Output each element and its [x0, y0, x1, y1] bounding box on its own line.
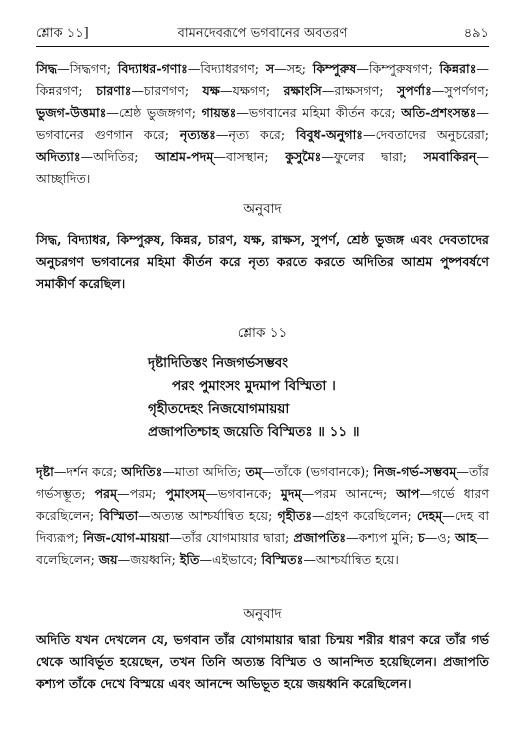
gloss-term: নৃত্যন্তঃ — [179, 127, 216, 142]
gloss-meaning: —রাক্ষসগণ; — [321, 83, 397, 98]
gloss-meaning: —আশ্চর্যান্বিত হয়ে। — [303, 552, 399, 567]
gloss-term: গৃহীতঃ — [277, 508, 313, 523]
gloss-term: বিস্মিতঃ — [261, 552, 304, 567]
gloss-term: স — [265, 61, 275, 76]
gloss-meaning: —ফুলের দ্বারা; — [321, 149, 424, 164]
gloss-term: মুদম্ — [280, 486, 302, 501]
gloss-meaning: —ও; — [424, 530, 456, 545]
running-header — [36, 24, 489, 47]
gloss-meaning: —তাঁর যোগমায়ার দ্বারা; — [169, 530, 294, 545]
gloss-term: ইতি — [179, 552, 200, 567]
gloss-term: চ — [417, 530, 425, 545]
gloss-meaning: —নৃত্য করে; — [215, 127, 297, 142]
gloss-term: অতি-প্রশংসন্তঃ — [401, 105, 477, 120]
gloss-term: নিজ-গর্ভ-সম্ভবম্ — [373, 464, 457, 479]
gloss-meaning: —দেবতাদের অনুচরেরা; — [362, 127, 489, 142]
gloss-term: দৃষ্টা — [36, 464, 54, 479]
gloss-term: বিদ্যাধর-গণাঃ — [117, 61, 188, 76]
header-chapter-title: বামনদেবরূপে ভগবানের অবতরণ — [177, 26, 348, 41]
gloss-term: পরম্ — [94, 486, 118, 501]
gloss-term: বিবুধ-অনুগাঃ — [296, 127, 363, 142]
gloss-meaning: —দেহ বা দিব্যরূপ; — [36, 508, 489, 545]
gloss-term: প্রজাপতিঃ — [293, 530, 347, 545]
gloss-meaning: —তাঁকে (ভগবানকে); — [261, 464, 374, 479]
verse-line-4: প্রজাপতিশ্চাহ জয়েতি বিস্মিতঃ ॥ ১১ ॥ — [148, 424, 360, 440]
gloss-meaning: —বলেছিলেন; — [36, 530, 489, 567]
gloss-meaning: —দর্শন করে; — [53, 464, 122, 479]
gloss-meaning: —এইভাবে; — [199, 552, 262, 567]
gloss-meaning: —চারণগণ; — [131, 83, 203, 98]
gloss-term: আপ — [396, 486, 420, 501]
gloss-meaning: —যক্ষগণ; — [220, 83, 284, 98]
gloss-term: সমবাকিরন্ — [423, 149, 477, 164]
translation-1: সিদ্ধ, বিদ্যাধর, কিম্পুরুষ, কিন্নর, চারণ, যক্ষ, রাক্ষস, সুপর্ণ, শ্রেষ্ঠ ভুজঙ্গ এবং দেবতাদের অনুচরগণ ভগবানের মহিমা কীর্তন করে নৃত্য করতে করতে অদিতির আশ্রম পুষ্পবর্ষণে সমাকীর্ণ করেছিল। — [36, 232, 489, 291]
gloss-meaning: —পরম আনন্দে; — [301, 486, 397, 501]
gloss-term: জয় — [98, 552, 118, 567]
gloss-term: দেহম্ — [416, 508, 443, 523]
verse-line-2: পরং পুমাংসং মুদমাপ বিস্মিতা । — [172, 378, 336, 394]
gloss-term: পুমাংসম্ — [165, 486, 206, 501]
gloss-meaning: —বিদ্যাধরগণ; — [187, 61, 266, 76]
gloss-term: কিম্পুরুষ — [312, 61, 357, 76]
gloss-term: গায়ন্তঃ — [201, 105, 237, 120]
gloss-term: কুসুমৈঃ — [285, 149, 322, 164]
gloss-meaning: —গ্রহণ করেছিলেন; — [312, 508, 417, 523]
gloss-meaning: —তাঁর গর্ভসম্ভূত; — [36, 464, 489, 501]
gloss-meaning: —গর্ভে ধারণ করেছিলেন; — [36, 486, 489, 523]
gloss-meaning: —কশ্যপ মুনি; — [346, 530, 418, 545]
gloss-term: বিস্মিতা — [99, 508, 139, 523]
gloss-meaning: —সুপর্ণগণ; — [431, 83, 489, 98]
translation-heading-2: অনুবাদ — [243, 606, 282, 622]
gloss-meaning: —শ্রেষ্ঠ ভুজঙ্গগণ; — [106, 105, 202, 120]
translation-2: অদিতি যখন দেখলেন যে, ভগবান তাঁর যোগমায়ার দ্বারা চিন্ময় শরীর ধারণ করে তাঁর গর্ভ থেকে আবির্ভূত হয়েছেন, তখন তিনি অত্যন্ত বিস্মিত ও আনন্দিত হয়েছিলেন। প্রজাপতি কশ্যপ তাঁকে দেখে বিস্ময়ে এবং আনন্দে অভিভূত হয়ে জয়ধ্বনি করেছিলেন। — [36, 632, 489, 691]
word-for-word-gloss-1 — [36, 58, 489, 190]
gloss-meaning: —ভগবানের গুণগান করে; — [36, 105, 489, 142]
gloss-meaning: —কিম্পুরুষগণ; — [356, 61, 440, 76]
word-for-word-gloss-2 — [36, 461, 489, 571]
header-verse-ref: শ্লোক ১১] — [36, 26, 89, 41]
gloss-meaning: —মাতা অদিতি; — [162, 464, 246, 479]
page-number: ৪৯১ — [463, 26, 489, 41]
gloss-meaning: —বাসস্থান; — [213, 149, 286, 164]
gloss-term: সুপর্ণাঃ — [396, 83, 432, 98]
translation-heading-1: অনুবাদ — [243, 201, 282, 217]
gloss-meaning: —অত্যন্ত আশ্চর্যান্বিত হয়ে; — [138, 508, 278, 523]
gloss-term: নিজ-যোগ-মায়য়া — [83, 530, 170, 545]
gloss-meaning: —ভগবানের মহিমা কীর্তন করে; — [236, 105, 402, 120]
gloss-term: আহ — [455, 530, 477, 545]
gloss-term: অদিত্যাঃ — [36, 149, 81, 164]
gloss-meaning: —কিন্নরগণ; — [36, 61, 490, 98]
gloss-term: আশ্রম-পদম্ — [155, 149, 214, 164]
gloss-meaning: —জয়ধ্বনি; — [117, 552, 180, 567]
gloss-term: তম্ — [245, 464, 262, 479]
gloss-meaning: —আচ্ছাদিত। — [36, 149, 490, 186]
gloss-term: চারণাঃ — [96, 83, 132, 98]
gloss-term: সিদ্ধ — [36, 61, 58, 76]
gloss-term: কিন্নরাঃ — [439, 61, 477, 76]
gloss-meaning: —ভগবানকে; — [205, 486, 281, 501]
gloss-meaning: —সিদ্ধগণ; — [57, 61, 118, 76]
gloss-term: রক্ষাংসি — [283, 83, 322, 98]
gloss-term: ভুজগ-উত্তমাঃ — [36, 105, 107, 120]
gloss-term: যক্ষ — [202, 83, 220, 98]
gloss-meaning: —পরম; — [117, 486, 166, 501]
gloss-meaning: —সহ; — [274, 61, 313, 76]
gloss-term: অদিতিঃ — [121, 464, 163, 479]
gloss-meaning: —অদিতির; — [80, 149, 156, 164]
verse-line-1: দৃষ্টাদিতিস্তং নিজগর্ভসম্ভবং — [148, 355, 289, 371]
verse-number: শ্লোক ১১ — [237, 325, 288, 341]
verse-line-3: গৃহীতদেহং নিজযোগমায়য়া — [148, 401, 290, 417]
